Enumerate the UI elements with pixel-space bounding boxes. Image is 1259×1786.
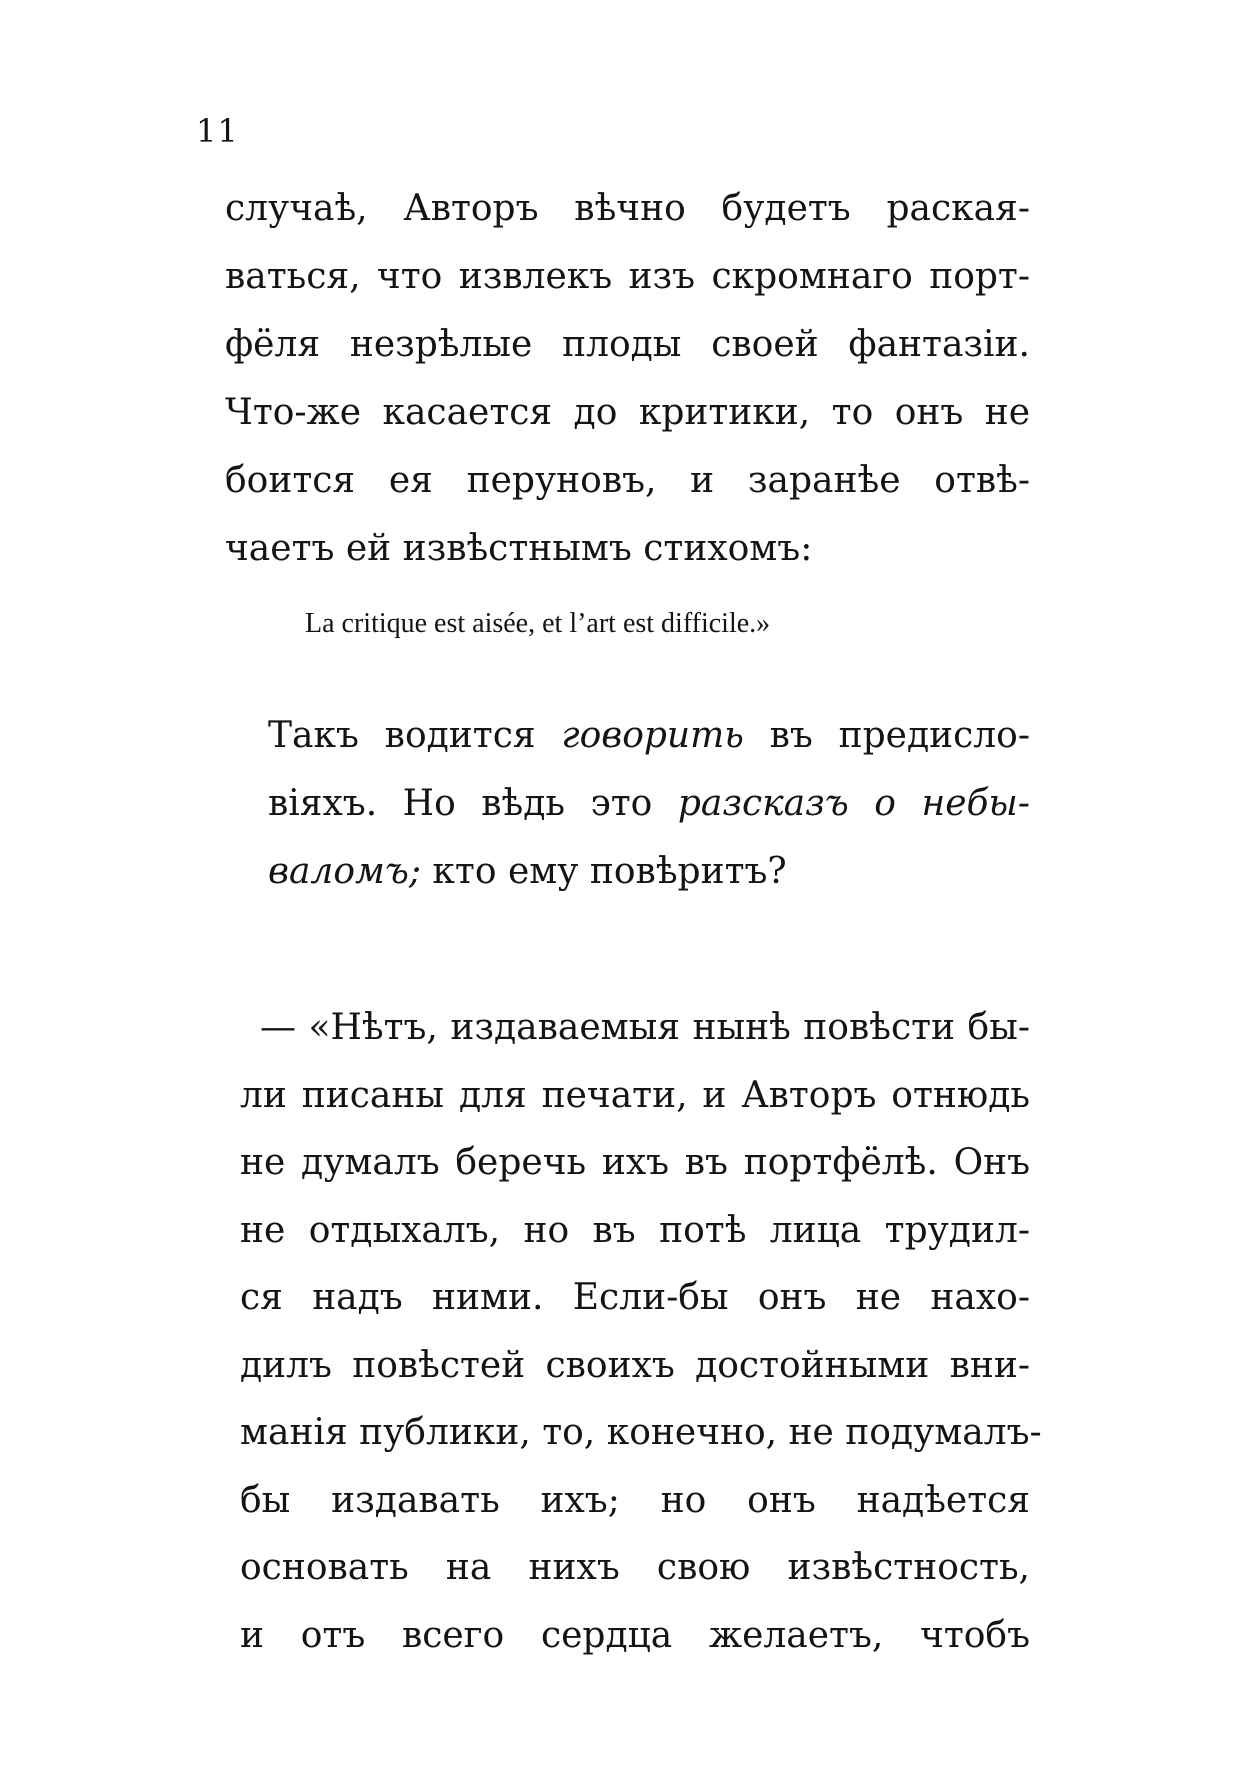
- text-line: не думалъ беречь ихъ въ портфёлѣ. Онъ: [240, 1142, 1030, 1183]
- text-line: случаѣ, Авторъ вѣчно будетъ раская-: [225, 188, 1030, 229]
- text-line: [268, 838, 1030, 906]
- italic-text: говорить: [561, 715, 744, 756]
- text-line: и отъ всего сердца желаетъ, чтобъ: [240, 1614, 1030, 1656]
- text-line: ваться, что извлекъ изъ скромнаго порт-: [225, 256, 1030, 297]
- italic-text: разсказъ о небы-: [677, 783, 1030, 824]
- text-line: дилъ повѣстей своихъ достойными вни-: [240, 1344, 1030, 1386]
- text-line: ся надъ ними. Если-бы онъ не нахо-: [240, 1277, 1030, 1318]
- text-line: [268, 702, 1030, 770]
- text-line: чаетъ ей извѣстнымъ стихомъ:: [225, 528, 813, 569]
- italic-text: валомъ;: [268, 851, 421, 892]
- text-line: Что-же касается до критики, то онъ не: [225, 392, 1030, 433]
- french-quote: La critique est aisée, et l’art est difficile.»: [305, 608, 771, 639]
- text-line: — «Нѣтъ, издаваемыя нынѣ повѣсти бы-: [260, 1007, 1030, 1048]
- text-line: фёля незрѣлые плоды своей фантазіи.: [225, 324, 1030, 365]
- text-line: [268, 770, 1030, 838]
- paragraph-2: [268, 702, 1030, 906]
- text-line: основать на нихъ свою извѣстность,: [240, 1547, 1030, 1588]
- text-span: віяхъ. Но вѣдь это: [268, 783, 678, 824]
- paragraph-1: [225, 175, 1030, 583]
- page-number: 11: [196, 112, 239, 150]
- text-span: въ предисло-: [743, 715, 1030, 756]
- text-span: кто ему повѣритъ?: [420, 851, 787, 892]
- text-line: бы издавать ихъ; но онъ надѣется: [240, 1479, 1030, 1521]
- text-span: Такъ водится: [268, 715, 562, 756]
- text-line: манія публики, то, конечно, не подумалъ-: [240, 1412, 1042, 1453]
- text-line: не отдыхалъ, но въ потѣ лица трудил-: [240, 1209, 1030, 1251]
- paragraph-3: [240, 994, 1042, 1669]
- text-line: ли писаны для печати, и Авторъ отнюдь: [240, 1074, 1030, 1116]
- text-line: боится ея перуновъ, и заранѣе отвѣ-: [225, 460, 1030, 501]
